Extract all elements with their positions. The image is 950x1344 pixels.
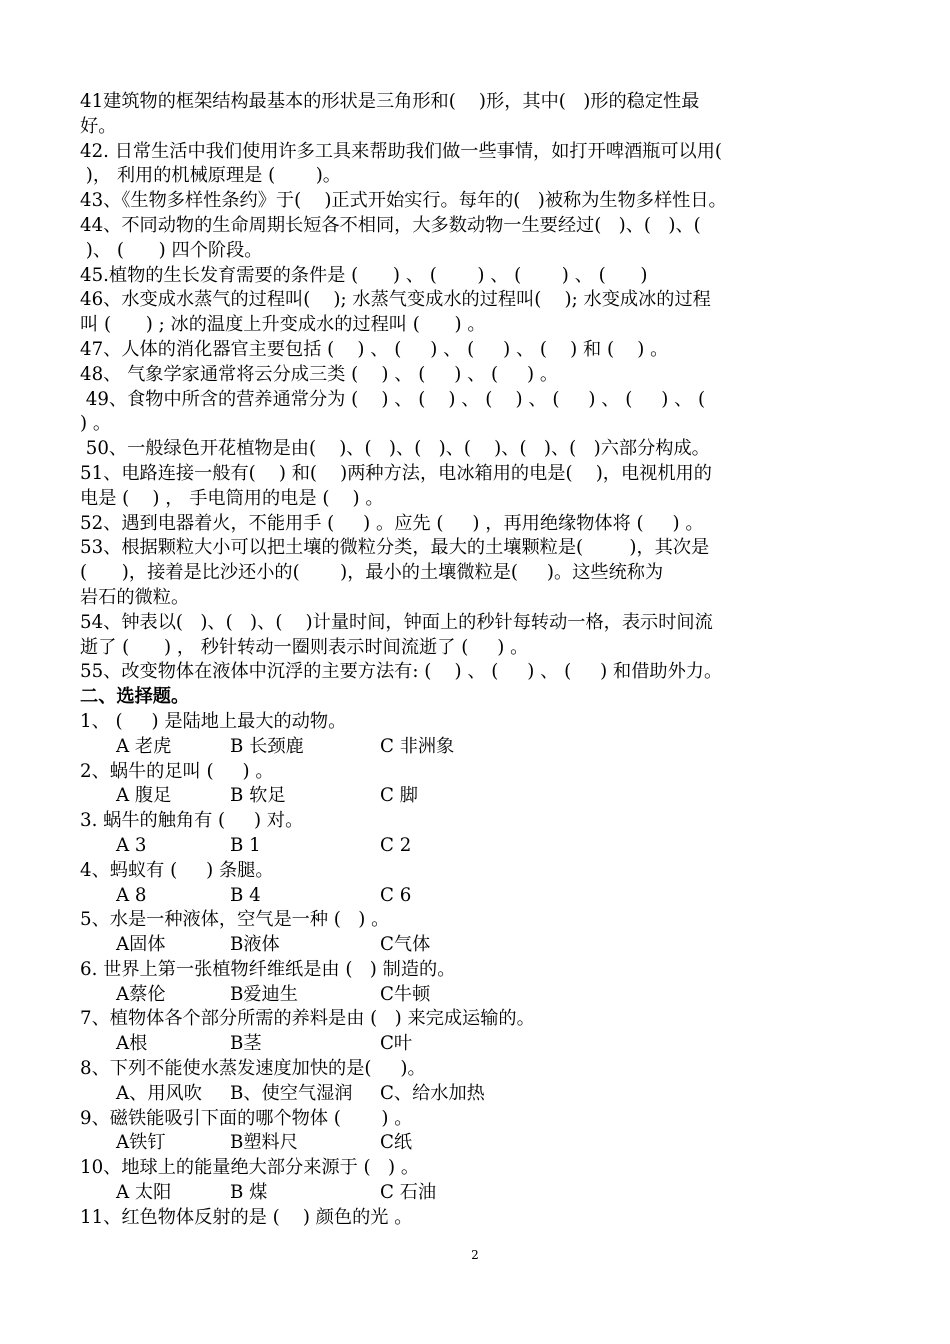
option-b: B塑料尺 (230, 1132, 298, 1154)
text-line: 50、一般绿色开花植物是由( )、( )、( )、( )、( )、( )六部分构成。 (80, 438, 710, 460)
question-text: 10、地球上的能量绝大部分来源于 ( ) 。 (80, 1157, 420, 1179)
option-row (80, 884, 870, 909)
text-line: 55、改变物体在液体中沉浮的主要方法有: ( ) 、 ( ) 、 ( ) 和借助外力。 (80, 661, 723, 683)
question-text: 2、蜗牛的足叫 ( ) 。 (80, 760, 274, 782)
question-text: 1、 ( ) 是陆地上最大的动物。 (80, 710, 347, 732)
text-line: 45.植物的生长发育需要的条件是 ( ) 、 ( ) 、 ( ) 、 ( ) (80, 264, 648, 286)
text-line: 43、《生物多样性条约》于( )正式开始实行。每年的( )被称为生物多样性日。 (80, 190, 727, 212)
choice-questions (80, 710, 870, 1231)
option-c: C 6 (380, 884, 412, 906)
page-number: 2 (471, 1248, 479, 1262)
section-heading: 二、选择题。 (80, 686, 190, 708)
option-row (80, 933, 870, 958)
option-b: B、使空气湿润 (230, 1082, 353, 1104)
option-c: C牛顿 (380, 983, 431, 1005)
option-row (80, 784, 870, 809)
question-text: 3. 蜗牛的触角有 ( ) 对。 (80, 810, 304, 832)
text-line: 好。 (80, 115, 117, 137)
text-line: 42. 日常生活中我们使用许多工具来帮助我们做一些事情，如打开啤酒瓶可以用( (80, 140, 722, 162)
option-a: A根 (116, 1033, 148, 1055)
option-c: C叶 (380, 1033, 413, 1055)
text-line: 54、钟表以( )、( )、( )计量时间，钟面上的秒针每转动一格，表示时间流 (80, 611, 713, 633)
option-c: C 脚 (380, 785, 418, 807)
text-line: ( )，接着是比沙还小的( )，最小的土壤微粒是( )。这些统称为 (80, 562, 664, 584)
option-c: C 非洲象 (380, 735, 455, 757)
text-line: 电是 ( ) ， 手电筒用的电是 ( ) 。 (80, 487, 384, 509)
option-a: A、用风吹 (116, 1082, 202, 1104)
option-row (80, 834, 870, 859)
text-line: )， 利用的机械原理是 ( )。 (80, 165, 341, 187)
text-line: ) 。 (80, 413, 112, 435)
text-line: 49、食物中所含的营养通常分为 ( ) 、 ( ) 、 ( ) 、 ( ) 、 ( ) 、 ( (80, 388, 706, 410)
option-b: B 4 (230, 884, 261, 906)
text-line: 46、水变成水蒸气的过程叫( ); 水蒸气变成水的过程叫( ); 水变成冰的过程 (80, 289, 711, 311)
option-c: C气体 (380, 934, 431, 956)
text-line: 53、根据颗粒大小可以把土壤的微粒分类，最大的土壤颗粒是( )，其次是 (80, 537, 710, 559)
option-c: C、给水加热 (380, 1082, 485, 1104)
question-text: 8、下列不能使水蒸发速度加快的是( )。 (80, 1058, 426, 1080)
text-line: 48、 气象学家通常将云分成三类 ( ) 、 ( ) 、 ( ) 。 (80, 363, 559, 385)
question-text: 6. 世界上第一张植物纤维纸是由 ( ) 制造的。 (80, 958, 456, 980)
fill-blank-section (80, 90, 870, 685)
option-b: B液体 (230, 934, 280, 956)
option-row (80, 735, 870, 760)
option-row (80, 1181, 870, 1206)
option-c: C 2 (380, 834, 412, 856)
option-a: A铁钉 (116, 1132, 166, 1154)
text-line: )、 ( ) 四个阶段。 (80, 239, 263, 261)
text-line: 44、不同动物的生命周期长短各不相同，大多数动物一生要经过( )、( )、( (80, 214, 701, 236)
text-line: 41建筑物的框架结构最基本的形状是三角形和( )形，其中( )形的稳定性最 (80, 91, 700, 112)
option-row (80, 1032, 870, 1057)
option-b: B 1 (230, 834, 261, 856)
question-text: 9、磁铁能吸引下面的哪个物体 ( ) 。 (80, 1107, 413, 1129)
option-c: C 石油 (380, 1182, 437, 1204)
question-text: 11、红色物体反射的是 ( ) 颜色的光 。 (80, 1206, 413, 1228)
option-b: B 煤 (230, 1182, 268, 1204)
text-line: 岩石的微粒。 (80, 586, 190, 608)
option-b: B 长颈鹿 (230, 735, 304, 757)
text-line: 51、电路连接一般有( ) 和( )两种方法，电冰箱用的电是( )，电视机用的 (80, 462, 712, 484)
option-row (80, 1131, 870, 1156)
option-a: A固体 (116, 934, 166, 956)
option-row (80, 1082, 870, 1107)
text-line: 47、人体的消化器官主要包括 ( ) 、 ( ) 、 ( ) 、 ( ) 和 ( ) 。 (80, 338, 669, 360)
option-a: A 太阳 (116, 1182, 172, 1204)
question-text: 5、水是一种液体，空气是一种 ( ) 。 (80, 909, 390, 931)
option-b: B爱迪生 (230, 983, 298, 1005)
document-body (80, 90, 870, 1231)
option-a: A 腹足 (116, 785, 172, 807)
option-a: A 3 (116, 834, 147, 856)
option-a: A 老虎 (116, 735, 172, 757)
question-text: 4、蚂蚁有 ( ) 条腿。 (80, 859, 274, 881)
text-line: 逝了 ( ) ， 秒针转动一圈则表示时间流逝了 ( ) 。 (80, 636, 529, 658)
option-b: B 软足 (230, 785, 286, 807)
text-line: 叫 ( ) ; 冰的温度上升变成水的过程叫 ( ) 。 (80, 314, 486, 336)
option-c: C纸 (380, 1132, 413, 1154)
question-text: 7、植物体各个部分所需的养料是由 ( ) 来完成运输的。 (80, 1008, 535, 1030)
option-row (80, 983, 870, 1008)
option-a: A 8 (116, 884, 147, 906)
option-b: B茎 (230, 1033, 262, 1055)
text-line: 52、遇到电器着火，不能用手 ( ) 。应先 ( ) ，再用绝缘物体将 ( ) 。 (80, 512, 704, 534)
option-a: A蔡伦 (116, 983, 166, 1005)
